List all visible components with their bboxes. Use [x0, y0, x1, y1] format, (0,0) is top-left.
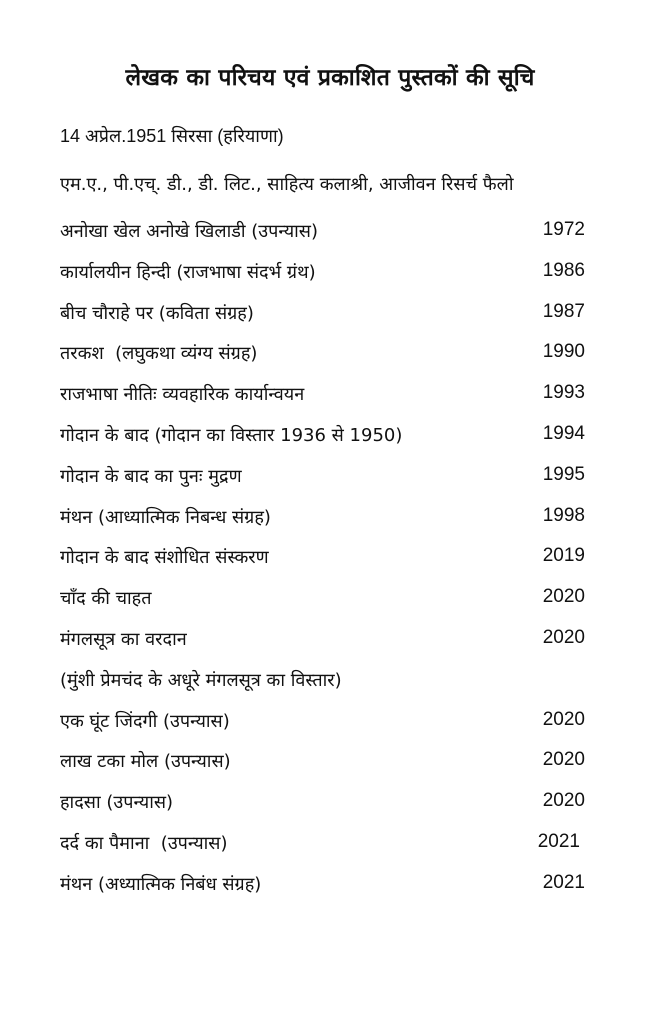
- book-row: [60, 260, 585, 286]
- book-title: राजभाषा नीतिः व्यवहारिक कार्यान्वयन: [60, 384, 305, 405]
- book-title: गोदान के बाद (गोदान का विस्तार 1936 से 1950): [60, 425, 403, 446]
- book-title: गोदान के बाद संशोधित संस्करण: [60, 547, 269, 568]
- book-title: तरकश (लघुकथा व्यंग्य संग्रह): [60, 343, 258, 364]
- book-title: गोदान के बाद का पुनः मुद्रण: [60, 466, 242, 487]
- book-year: 1998: [542, 505, 585, 526]
- book-year: 1994: [542, 423, 585, 444]
- book-title: लाख टका मोल (उपन्यास): [60, 751, 231, 772]
- book-year: 1990: [542, 341, 585, 362]
- book-title: कार्यालयीन हिन्दी (राजभाषा संदर्भ ग्रंथ): [60, 262, 316, 283]
- book-row: [60, 790, 585, 816]
- book-year: 1986: [542, 260, 585, 281]
- book-row: [60, 545, 585, 571]
- book-row: [60, 586, 585, 612]
- book-year: 2021: [542, 872, 585, 893]
- book-year: 2020: [542, 627, 585, 648]
- birth-info: 14 अप्रेल.1951 सिरसा (हरियाणा): [60, 126, 284, 146]
- book-row: [60, 464, 585, 490]
- book-subtitle-row: [60, 668, 585, 694]
- book-year: 2019: [542, 545, 585, 566]
- book-title: मंथन (अध्यात्मिक निबंध संग्रह): [60, 874, 262, 895]
- book-subtitle: (मुंशी प्रेमचंद के अधूरे मंगलसूत्र का विस्तार): [60, 670, 342, 691]
- book-year: 2020: [542, 790, 585, 811]
- book-year: 2020: [542, 586, 585, 607]
- book-row: [60, 872, 585, 898]
- book-year: 2020: [542, 749, 585, 770]
- book-row: [60, 749, 585, 775]
- degrees-info: एम.ए., पी.एच्. डी., डी. लिट., साहित्य कलाश्री, आजीवन रिसर्च फैलो: [60, 174, 514, 195]
- book-year: 2020: [542, 709, 585, 730]
- book-year: 1995: [542, 464, 585, 485]
- book-row: [60, 709, 585, 735]
- book-year: 1972: [542, 219, 585, 240]
- book-title: दर्द का पैमाना (उपन्यास): [60, 833, 228, 854]
- book-title: अनोखा खेल अनोखे खिलाडी (उपन्यास): [60, 221, 318, 242]
- book-row: [60, 219, 585, 245]
- book-year: 1993: [542, 382, 585, 403]
- book-row: [60, 831, 580, 857]
- book-title: एक घूंट जिंदगी (उपन्यास): [60, 711, 230, 732]
- book-title: चाँद की चाहत: [60, 588, 152, 609]
- page-title: लेखक का परिचय एवं प्रकाशित पुस्तकों की सूचि: [125, 65, 535, 91]
- book-title: मंथन (आध्यात्मिक निबन्ध संग्रह): [60, 507, 271, 528]
- book-row: [60, 505, 585, 531]
- book-title: बीच चौराहे पर (कविता संग्रह): [60, 303, 254, 324]
- book-title: हादसा (उपन्यास): [60, 792, 174, 813]
- book-year: 1987: [542, 301, 585, 322]
- book-row: [60, 341, 585, 367]
- book-row: [60, 627, 585, 653]
- book-row: [60, 423, 585, 449]
- book-row: [60, 301, 585, 327]
- book-row: [60, 382, 585, 408]
- book-title: मंगलसूत्र का वरदान: [60, 629, 187, 650]
- book-year: 2021: [537, 831, 580, 852]
